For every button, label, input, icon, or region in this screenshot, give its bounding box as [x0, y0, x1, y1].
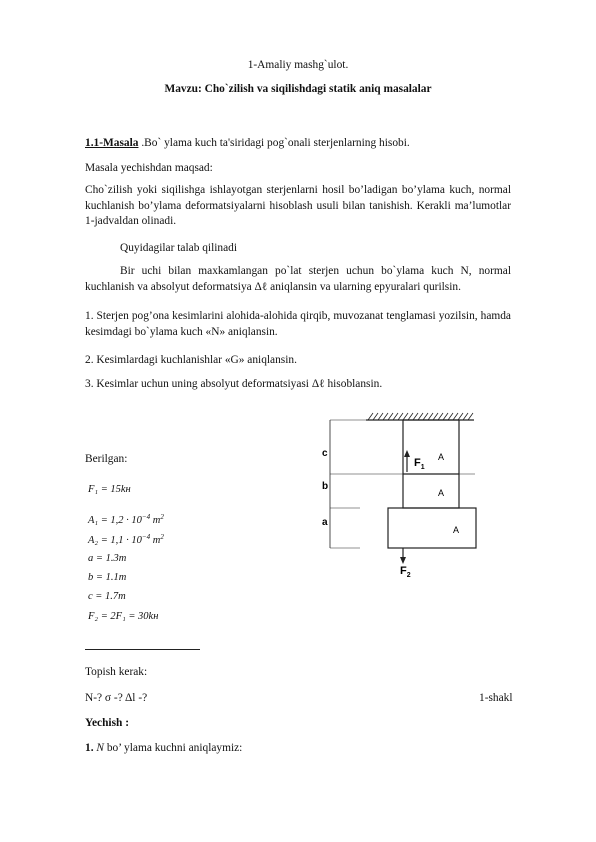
step-1-text: 1. Sterjen pog’ona kesimlarini alohida-alohida qirqib, muvozanat tenglamasi yozilsin, hamda kesimdagi bo`ylama kuch «N» aniqlansin. [85, 310, 511, 338]
hatch-stroke [418, 413, 423, 420]
topic-title: Mavzu: Cho`zilish va siqilishdagi statik aniq masalalar [164, 83, 432, 95]
solution-step-number: 1. [85, 742, 94, 754]
solution-heading: Yechish : [85, 717, 129, 729]
step-3-text: 3. Kesimlar uchun uning absolyut deformatsiyasi Δℓ hisoblansin. [85, 378, 383, 390]
hatch-stroke [408, 413, 413, 420]
hatch-stroke [403, 413, 408, 420]
goal-text: Cho`zilish yoki siqilishga ishlayotgan sterjenlarni hosil bo’ladigan bo’ylama kuch, normal kuchlanish bo’ylama deformatsiyalarni hisoblash usuli bilan tanishish. Kerakli ma’lumotlar 1-jadvaldan olinadi. [85, 184, 511, 227]
hatch-stroke [438, 413, 443, 420]
required-heading: Quyidagilar talab qilinadi [120, 242, 238, 254]
hatch-stroke [383, 413, 388, 420]
a1-unit-exponent: 2 [160, 513, 164, 521]
practice-title: 1-Amaliy mashg`ulot. [247, 59, 349, 71]
wall-hatching [368, 413, 473, 420]
hatch-stroke [428, 413, 433, 420]
given-c: c = 1.7m [88, 591, 126, 602]
force-f2-label: $F_2$ [400, 565, 411, 579]
area-label-3: A [453, 525, 460, 535]
given-heading: Berilgan: [85, 453, 128, 465]
hatch-stroke [433, 413, 438, 420]
find-heading: Topish kerak: [85, 666, 148, 678]
area-label-1: A [438, 452, 445, 462]
solution-step-variable: N [96, 742, 105, 754]
a1-exponent: −4 [141, 513, 151, 521]
hatch-stroke [388, 413, 393, 420]
given-f2: F₂ = 2F₁ = 30kн [88, 611, 159, 622]
solution-step-text: bo’ ylama kuchni aniqlaymiz: [104, 742, 243, 754]
given-a1 [88, 513, 164, 526]
dimension-label-a: a [322, 517, 328, 528]
hatch-stroke [448, 413, 453, 420]
a2-unit-exponent: 2 [160, 533, 164, 541]
hatch-stroke [373, 413, 378, 420]
given-a2 [88, 533, 164, 546]
area-label-2: A [438, 488, 445, 498]
solution-step-1 [85, 741, 242, 756]
required-text: Bir uchi bilan maxkamlangan po`lat sterjen uchun bo`ylama kuch N, normal kuchlanish va absolyut deformatsiya Δℓ aniqlansin va ularning epyuralari qurilsin. [85, 265, 511, 293]
problem-intro: .Bo` ylama kuch ta'siridagi pog`onali sterjenlarning hisobi. [138, 137, 410, 149]
step-2-text: 2. Kesimlardagi kuchlanishlar «G» aniqlansin. [85, 354, 297, 366]
given-b: b = 1.1m [88, 572, 127, 583]
goal-heading: Masala yechishdan maqsad: [85, 162, 213, 174]
force-f1-label: $F_1$ [414, 457, 425, 471]
problem-label: 1.1-Masala [85, 137, 139, 149]
hatch-stroke [443, 413, 448, 420]
a1-base: A₁ = 1,2 · 10 [88, 515, 142, 526]
find-items: N-? σ -? Δl -? [85, 692, 148, 704]
force-f1-arrowhead [404, 450, 410, 457]
a2-unit: m [150, 535, 161, 546]
dimension-label-b: b [322, 481, 329, 492]
hatch-stroke [458, 413, 463, 420]
hatch-stroke [453, 413, 458, 420]
hatch-stroke [393, 413, 398, 420]
hatch-stroke [463, 413, 468, 420]
hatch-stroke [468, 413, 473, 420]
given-a: a = 1.3m [88, 553, 127, 564]
hatch-stroke [368, 413, 373, 420]
rod-segment-lower [388, 508, 476, 548]
problem-line [85, 136, 410, 151]
figure-reference: 1-shakl [479, 692, 513, 704]
dimension-label-c: c [322, 448, 328, 459]
a2-exponent: −4 [141, 533, 151, 541]
hatch-stroke [413, 413, 418, 420]
divider-line [85, 649, 200, 650]
given-f1: F₁ = 15kн [88, 484, 131, 495]
hatch-stroke [378, 413, 383, 420]
hatch-stroke [423, 413, 428, 420]
rod-segment-upper [403, 420, 459, 508]
a1-unit: m [150, 515, 161, 526]
stepped-rod-figure [300, 400, 480, 580]
a2-base: A₂ = 1,1 · 10 [88, 535, 142, 546]
force-f2-arrowhead [400, 557, 406, 564]
hatch-stroke [398, 413, 403, 420]
